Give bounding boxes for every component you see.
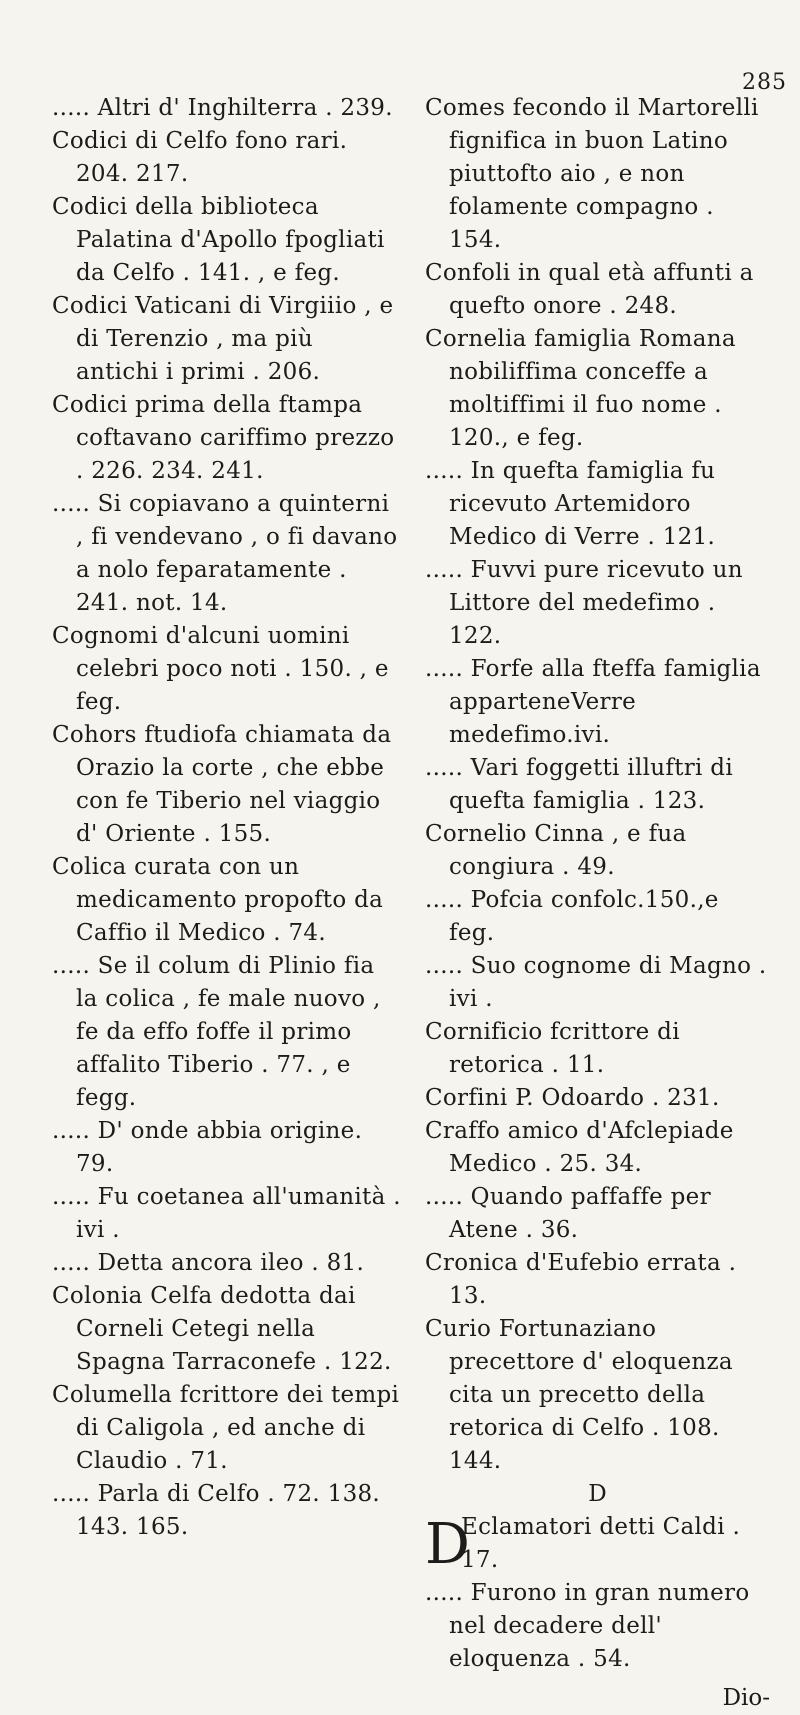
index-entry: Codici di Celfo fono rari. 204. 217. <box>52 128 348 187</box>
index-entry: ..... Forfe alla fteffa famiglia apparteneVerre medefimo.ivi. <box>425 656 761 748</box>
right-column <box>425 92 770 1715</box>
dropcap-entry <box>425 1511 770 1577</box>
index-entry: ..... Se il colum di Plinio fia la colica , fe male nuovo , fe da effo foffe il primo affalito Tiberio . 77. , e fegg. <box>52 953 381 1111</box>
index-entry: Corfini P. Odoardo . 231. <box>425 1085 720 1111</box>
index-entry: Cognomi d'alcuni uomini celebri poco noti . 150. , e feg. <box>52 623 389 715</box>
index-entry: Comes fecondo il Martorelli fignifica in buon Latino piuttofto aio , e non folamente compagno . 154. <box>425 95 759 253</box>
index-entry: Codici della biblioteca Palatina d'Apollo fpogliati da Celfo . 141. , e feg. <box>52 194 385 286</box>
dropcap-entry-text: Eclamatori detti Caldi . 17. <box>461 1514 741 1573</box>
index-entry: ..... Detta ancora ileo . 81. <box>52 1250 365 1276</box>
index-entry: ..... Fuvvi pure ricevuto un Littore del medefimo . 122. <box>425 557 743 649</box>
index-entry: ..... Vari foggetti illuftri di quefta famiglia . 123. <box>425 755 733 814</box>
index-entry: Colonia Celfa dedotta dai Corneli Cetegi nella Spagna Tarraconefe . 122. <box>52 1283 392 1375</box>
index-entry: ..... Si copiavano a quinterni , fi vendevano , o fi davano a nolo feparatamente . 241. not. 14. <box>52 491 398 616</box>
index-entry: Codici prima della ftampa coftavano cariffimo prezzo . 226. 234. 241. <box>52 392 395 484</box>
index-entry: Colica curata con un medicamento propofto da Caffio il Medico . 74. <box>52 854 384 946</box>
section-letter: D <box>588 1481 607 1507</box>
index-entry: ..... Suo cognome di Magno . ivi . <box>425 953 767 1012</box>
index-entry: Cornelio Cinna , e fua congiura . 49. <box>425 821 687 880</box>
index-entry: Cornificio fcrittore di retorica . 11. <box>425 1019 680 1078</box>
left-column <box>52 92 402 1544</box>
page-number: 285 <box>742 70 787 95</box>
index-entry: ..... Parla di Celfo . 72. 138. 143. 165. <box>52 1481 381 1540</box>
index-entry: Curio Fortunaziano precettore d' eloquenza cita un precetto della retorica di Celfo . 108. 144. <box>425 1316 733 1474</box>
index-entry: ..... Quando paffaffe per Atene . 36. <box>425 1184 711 1243</box>
index-entry: ..... Furono in gran numero nel decadere dell' eloquenza . 54. <box>425 1580 750 1672</box>
index-entry: ..... In quefta famiglia fu ricevuto Artemidoro Medico di Verre . 121. <box>425 458 716 550</box>
index-entry: Cohors ftudiofa chiamata da Orazio la corte , che ebbe con fe Tiberio nel viaggio d' Oriente . 155. <box>52 722 392 847</box>
index-entry: ..... Fu coetanea all'umanità . ivi . <box>52 1184 401 1243</box>
index-entry: ..... Altri d' Inghilterra . 239. <box>52 95 393 121</box>
index-entry: Columella fcrittore dei tempi di Caligola , ed anche di Claudio . 71. <box>52 1382 400 1474</box>
catchword: Dio- <box>722 1685 770 1711</box>
index-entry: ..... Pofcia confolc.150.,e feg. <box>425 887 719 946</box>
index-entry: Codici Vaticani di Virgiiio , e di Terenzio , ma più antichi i primi . 206. <box>52 293 394 385</box>
index-entry: Confoli in qual età affunti a quefto onore . 248. <box>425 260 754 319</box>
index-entry: ..... D' onde abbia origine. 79. <box>52 1118 363 1177</box>
index-entry: Craffo amico d'Afclepiade Medico . 25. 34. <box>425 1118 734 1177</box>
index-entry: Cronica d'Eufebio errata . 13. <box>425 1250 737 1309</box>
drop-cap: D <box>425 1512 471 1577</box>
index-entry: Cornelia famiglia Romana nobiliffima conceffe a moltiffimi il fuo nome . 120., e feg. <box>425 326 736 451</box>
